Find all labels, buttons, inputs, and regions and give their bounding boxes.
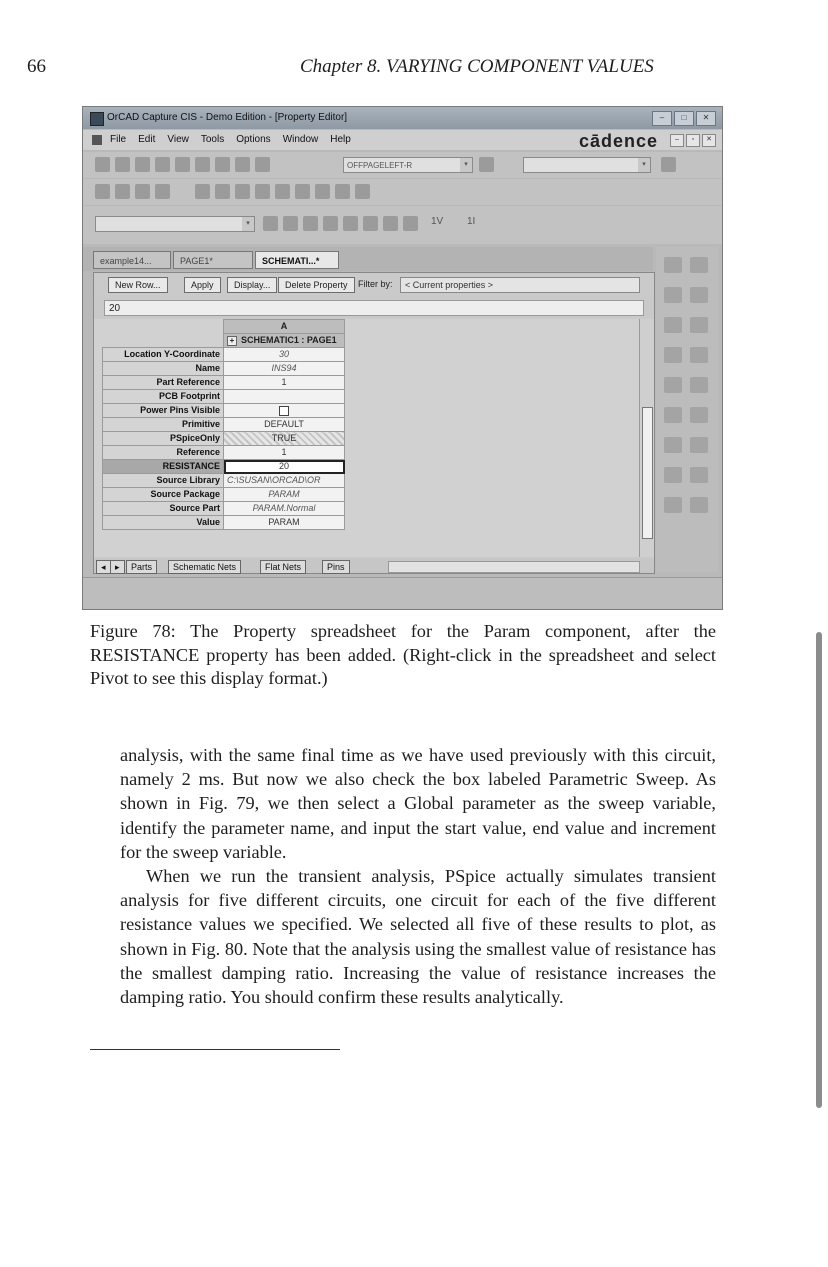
maximize-button[interactable]: □ <box>674 111 694 126</box>
menu-help[interactable]: Help <box>330 134 351 145</box>
expand-icon[interactable]: + <box>227 336 237 346</box>
bill-of-materials-icon[interactable] <box>295 184 310 199</box>
place-wire-icon[interactable] <box>664 287 682 303</box>
property-name: Primitive <box>103 418 224 432</box>
screenshot-figure <box>82 106 723 610</box>
property-value[interactable] <box>224 390 345 404</box>
section-header[interactable] <box>224 334 345 348</box>
zoom-out-icon[interactable] <box>115 184 130 199</box>
edit-profile-icon[interactable] <box>283 216 298 231</box>
table-row <box>103 446 345 460</box>
doc-close-button[interactable]: ✕ <box>702 134 716 147</box>
document-tabs <box>83 247 653 271</box>
help-icon[interactable] <box>355 184 370 199</box>
property-value[interactable]: C:\SUSAN\ORCAD\OR <box>224 474 345 488</box>
place-net-alias-icon[interactable] <box>690 287 708 303</box>
part-combo-value: OFFPAGELEFT-R <box>347 161 413 170</box>
property-value[interactable]: INS94 <box>224 362 345 376</box>
apply-button[interactable]: Apply <box>184 277 221 293</box>
place-rectangle-icon[interactable] <box>664 437 682 453</box>
property-name: Part Reference <box>103 376 224 390</box>
property-value[interactable]: 20 <box>224 460 345 474</box>
place-ground-icon[interactable] <box>690 347 708 363</box>
close-button[interactable]: ✕ <box>696 111 716 126</box>
editor-tabs <box>94 559 654 573</box>
property-name: PCB Footprint <box>103 390 224 404</box>
tool-palette <box>656 247 718 572</box>
table-row <box>103 418 345 432</box>
tab-page1[interactable]: PAGE1* <box>173 251 253 269</box>
property-name: Value <box>103 516 224 530</box>
property-name: RESISTANCE <box>103 460 224 474</box>
app-icon <box>90 112 104 126</box>
menu-options[interactable]: Options <box>236 134 271 145</box>
power-marker-icon[interactable] <box>403 216 418 231</box>
voltage-differential-marker-icon[interactable] <box>363 216 378 231</box>
property-name: Power Pins Visible <box>103 404 224 418</box>
document-icon <box>92 135 102 145</box>
menu-edit[interactable]: Edit <box>138 134 156 145</box>
power-pins-visible-checkbox[interactable] <box>279 406 289 416</box>
editor-toolbar <box>94 273 654 297</box>
save-icon[interactable] <box>135 157 150 172</box>
table-row <box>103 474 345 488</box>
search-combo[interactable] <box>523 157 651 173</box>
column-header[interactable]: A <box>224 320 345 334</box>
menu-window[interactable]: Window <box>282 134 319 145</box>
pspice-toolbar <box>83 206 722 244</box>
drc-icon[interactable] <box>235 184 250 199</box>
section-header-label: SCHEMATIC1 : PAGE1 <box>241 335 337 345</box>
property-value[interactable]: 1 <box>224 446 345 460</box>
place-picture-icon[interactable] <box>690 497 708 513</box>
chevron-down-icon[interactable]: ▾ <box>460 158 472 172</box>
place-text-icon[interactable] <box>690 467 708 483</box>
netlist-icon[interactable] <box>255 184 270 199</box>
property-value[interactable]: PARAM <box>224 516 345 530</box>
page-number: 66 <box>27 56 46 77</box>
table-row <box>103 516 345 530</box>
bias-current-label[interactable]: 1I <box>467 216 476 227</box>
snap-grid-icon[interactable] <box>315 184 330 199</box>
tab-prev-button[interactable]: ◂ <box>96 560 111 574</box>
cut-icon[interactable] <box>175 157 190 172</box>
place-ellipse-icon[interactable] <box>690 437 708 453</box>
menu-view[interactable]: View <box>167 134 189 145</box>
cross-reference-icon[interactable] <box>275 184 290 199</box>
current-marker-icon[interactable] <box>383 216 398 231</box>
voltage-marker-icon[interactable] <box>343 216 358 231</box>
doc-restore-button[interactable]: ▫ <box>686 134 700 147</box>
project-manager-icon[interactable] <box>335 184 350 199</box>
chevron-down-icon[interactable]: ▾ <box>638 158 650 172</box>
tab-flat-nets[interactable]: Flat Nets <box>260 560 306 574</box>
vertical-scrollbar[interactable] <box>639 319 654 557</box>
menu-file[interactable]: File <box>110 134 127 145</box>
title-bar <box>83 107 722 129</box>
table-row <box>103 362 345 376</box>
place-junction-icon[interactable] <box>690 317 708 333</box>
tab-next-button[interactable]: ▸ <box>110 560 125 574</box>
property-name: Location Y-Coordinate <box>103 348 224 362</box>
annotate-icon[interactable] <box>195 184 210 199</box>
property-value[interactable]: PARAM <box>224 488 345 502</box>
edit-toolbar <box>83 179 722 205</box>
place-line-icon[interactable] <box>664 407 682 423</box>
new-profile-icon[interactable] <box>263 216 278 231</box>
property-value[interactable] <box>224 404 345 418</box>
menu-tools[interactable]: Tools <box>200 134 225 145</box>
property-name: Reference <box>103 446 224 460</box>
window-title: OrCAD Capture CIS - Demo Edition - [Property Editor] <box>107 112 348 123</box>
view-results-icon[interactable] <box>323 216 338 231</box>
delete-property-button[interactable]: Delete Property <box>278 277 355 293</box>
place-bus-icon[interactable] <box>664 317 682 333</box>
undo-icon[interactable] <box>235 157 250 172</box>
place-no-connect-icon[interactable] <box>690 377 708 393</box>
footnote-rule <box>90 1049 340 1050</box>
page-scrollbar[interactable] <box>816 632 822 1108</box>
table-row <box>103 432 345 446</box>
redo-icon[interactable] <box>255 157 270 172</box>
table-row <box>103 502 345 516</box>
menu-bar <box>83 130 722 150</box>
copy-icon[interactable] <box>195 157 210 172</box>
property-value[interactable]: PARAM.Normal <box>224 502 345 516</box>
property-grid <box>94 319 639 557</box>
property-name: Source Library <box>103 474 224 488</box>
zoom-in-icon[interactable] <box>95 184 110 199</box>
table-row <box>103 404 345 418</box>
table-row <box>103 488 345 502</box>
place-polyline-icon[interactable] <box>690 407 708 423</box>
property-name: PSpiceOnly <box>103 432 224 446</box>
property-name: Source Part <box>103 502 224 516</box>
help-icon[interactable] <box>661 157 676 172</box>
cadence-logo: cādence <box>579 131 659 151</box>
doc-minimize-button[interactable]: – <box>670 134 684 147</box>
tab-example14[interactable]: example14... <box>93 251 171 269</box>
zoom-all-icon[interactable] <box>155 184 170 199</box>
simulation-profile-combo[interactable] <box>95 216 255 232</box>
place-arc-icon[interactable] <box>664 467 682 483</box>
paragraph: When we run the transient analysis, PSpice actually simulates transient analysis for five different circuits, one circuit for each of the five different resistance values we specified. We selected all five of these results to plot, as shown in Fig. 80. Note that the analysis using the smallest value of resistance has the smallest damping ratio. Increasing the value of resistance increases the damping ratio. You should confirm these results analytically. <box>120 866 716 1008</box>
property-value[interactable]: 30 <box>224 348 345 362</box>
place-bookmark-icon[interactable] <box>664 497 682 513</box>
figure-caption: Figure 78: The Property spreadsheet for the Param component, after the RESISTANCE property has been added. (Right-click in the spreadsheet and select Pivot to see this display format.) <box>90 621 716 688</box>
place-power-icon[interactable] <box>664 347 682 363</box>
place-part-icon[interactable] <box>690 257 708 273</box>
filter-select[interactable]: < Current properties > <box>400 277 640 293</box>
minimize-button[interactable]: – <box>652 111 672 126</box>
table-row <box>103 348 345 362</box>
property-name: Source Package <box>103 488 224 502</box>
open-icon[interactable] <box>115 157 130 172</box>
filter-label: Filter by: <box>358 279 393 289</box>
back-annotate-icon[interactable] <box>215 184 230 199</box>
tab-parts[interactable]: Parts <box>126 560 157 574</box>
scrollbar-thumb[interactable] <box>642 407 653 539</box>
paragraph: analysis, with the same final time as we have used previously with this circuit, namely 2 ms. But now we also check the box labeled Parametric Sweep. As shown in Fig. 79, we then select a Global parameter as the sweep variable, identify the parameter name, and input the start value, end value and increment for the sweep variable. <box>120 745 716 862</box>
run-icon[interactable] <box>303 216 318 231</box>
new-icon[interactable] <box>95 157 110 172</box>
display-button[interactable]: Display... <box>227 277 277 293</box>
select-icon[interactable] <box>664 257 682 273</box>
chevron-down-icon[interactable]: ▾ <box>242 217 254 231</box>
status-bar <box>83 577 722 610</box>
property-value[interactable]: DEFAULT <box>224 418 345 432</box>
new-row-button[interactable]: New Row... <box>108 277 168 293</box>
tab-pins[interactable]: Pins <box>322 560 350 574</box>
property-value[interactable]: TRUE <box>224 432 345 446</box>
property-value[interactable]: 1 <box>224 376 345 390</box>
tab-schematic-nets[interactable]: Schematic Nets <box>168 560 241 574</box>
horizontal-scrollbar[interactable] <box>388 561 640 573</box>
tab-schematic[interactable]: SCHEMATI...* <box>255 251 339 269</box>
place-hierarchical-block-icon[interactable] <box>664 377 682 393</box>
property-name: Name <box>103 362 224 376</box>
table-row <box>103 390 345 404</box>
body-text <box>120 743 716 1009</box>
table-row <box>103 460 345 474</box>
table-row <box>103 376 345 390</box>
print-icon[interactable] <box>155 157 170 172</box>
running-head: Chapter 8. VARYING COMPONENT VALUES <box>300 56 654 77</box>
property-table <box>102 319 345 530</box>
property-editor <box>93 272 655 574</box>
search-icon[interactable] <box>479 157 494 172</box>
part-combo[interactable] <box>343 157 473 173</box>
paste-icon[interactable] <box>215 157 230 172</box>
zoom-area-icon[interactable] <box>135 184 150 199</box>
main-toolbar <box>83 152 722 178</box>
bias-voltage-label[interactable]: 1V <box>431 216 444 227</box>
cell-edit-field[interactable]: 20 <box>104 300 644 316</box>
